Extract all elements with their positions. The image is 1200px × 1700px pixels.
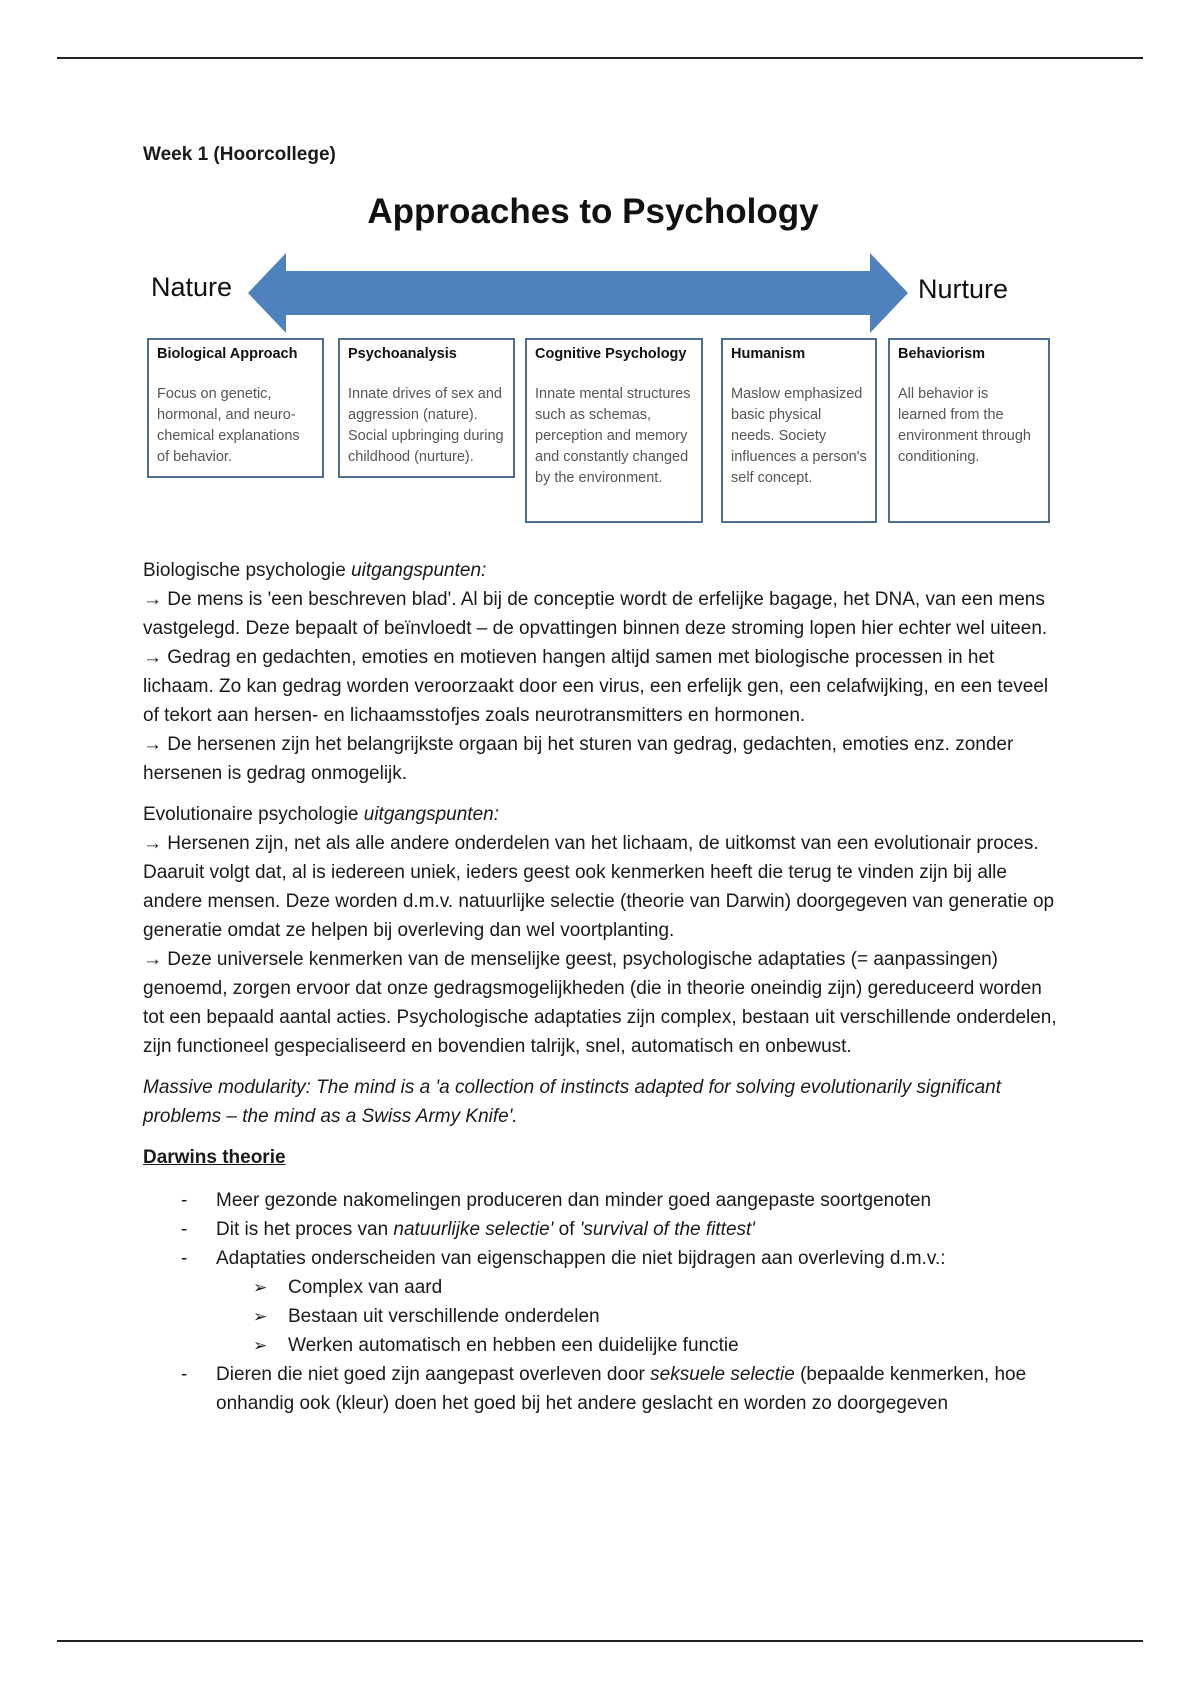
triangle-bullet-icon: ➢ [253,1336,268,1355]
darwin-heading: Darwins theorie [143,1147,286,1168]
bio-point-text: Gedrag en gedachten, emoties en motieven hangen altijd samen met biologische processen in het lichaam. Zo kan gedrag worden veroorzaakt door een virus, een erfelijk gen, een celafwijking, en een teveel of tekort aan hersen- en lichaamsstofjes zoals neurotransmitters en hormonen. [143,647,1049,726]
box-title: Psychoanalysis [348,346,457,362]
triangle-bullet-icon: ➢ [253,1307,268,1326]
list-item [143,1360,1063,1418]
approaches-figure [143,193,1063,538]
triangle-bullet-icon: ➢ [253,1278,268,1297]
arrow-right-icon: → [143,833,162,854]
list-item-italic: 'survival of the fittest' [579,1219,755,1240]
nature-label: Nature [151,272,233,302]
figure-title: Approaches to Psychology [367,192,819,231]
massive-modularity [143,1073,1063,1131]
list-item-text: (bepaalde kenmerken, hoe onhandig ook (kleur) doen het goed bij het andere geslacht en worden zo doorgegeven [216,1364,1027,1414]
bio-intro [143,556,1063,585]
nurture-label: Nurture [918,274,1009,304]
sub-list-item [143,1331,1063,1360]
sub-list-item [143,1302,1063,1331]
arrow-right-icon: → [143,589,162,610]
list-item-italic: natuurlijke selectie' [393,1219,554,1240]
page-content [143,140,1063,1418]
bio-intro-text: Biologische psychologie [143,560,352,581]
box-text: All behavior is learned from the environment through conditioning. [898,386,1031,465]
list-item [143,1244,1063,1360]
box-text: Innate drives of sex and aggression (nature). Social upbringing during childhood (nurture). [348,386,504,465]
evo-point-text: Hersenen zijn, net als alle andere onderdelen van het lichaam, de uitkomst van een evolutionair proces. Daaruit volgt dat, al is iedereen uniek, ieders geest ook kenmerken heeft die terug te vinden zijn bij alle andere mensen. Deze worden d.m.v. natuurlijke selectie (theorie van Darwin) doorgegeven van generatie op generatie omdat ze helpen bij overleving dan wel voortplanting. [143,833,1055,941]
box-cognitive-psychology [525,338,703,523]
arrow-right-icon: → [143,647,162,668]
sub-list-item-text: Bestaan uit verschillende onderdelen [288,1306,600,1327]
list-item-text: of [553,1219,580,1240]
bio-point-text: De hersenen zijn het belangrijkste orgaan bij het sturen van gedrag, gedachten, emoties enz. zonder hersenen is gedrag onmogelijk. [143,734,1014,784]
nature-nurture-arrow-icon [248,253,908,333]
box-text: Focus on genetic, hormonal, and neuro-chemical explanations of behavior. [157,386,300,465]
list-item-text: Meer gezonde nakomelingen produceren dan minder goed aangepaste soortgenoten [216,1190,932,1211]
header-rule [57,57,1143,59]
list-item [143,1215,1063,1244]
arrow-right-icon: → [143,734,162,755]
dash-bullet-icon: - [181,1190,188,1211]
bio-section [143,556,1063,788]
list-item-text: Dieren die niet goed zijn aangepast overleven door [216,1364,651,1385]
bio-point [143,585,1063,643]
darwin-sublist [216,1273,1063,1360]
footer-rule [57,1640,1143,1642]
bio-point-text: De mens is 'een beschreven blad'. Al bij de conceptie wordt de erfelijke bagage, het DNA, van een mens vastgelegd. Deze bepaalt of beïnvloedt – de opvattingen binnen deze stroming lopen hier echter wel uiteen. [143,589,1048,639]
dash-bullet-icon: - [181,1219,188,1240]
evo-section [143,800,1063,1061]
box-humanism [721,338,877,523]
dash-bullet-icon: - [181,1364,188,1385]
bio-point [143,730,1063,788]
darwin-list [143,1186,1063,1418]
box-title: Humanism [731,346,806,362]
box-text: Innate mental structures such as schemas, perception and memory and constantly changed by the environment. [535,386,691,486]
evo-point [143,829,1063,945]
sub-list-item [143,1273,1063,1302]
dash-bullet-icon: - [181,1248,188,1269]
evo-point [143,945,1063,1061]
evo-intro-italic: uitgangspunten: [363,804,499,825]
box-title: Cognitive Psychology [535,346,687,362]
bio-point [143,643,1063,730]
list-item [143,1186,1063,1215]
box-psychoanalysis [338,338,515,478]
week-title: Week 1 (Hoorcollege) [143,144,336,165]
box-title: Behaviorism [898,346,986,362]
box-title: Biological Approach [157,346,298,362]
sub-list-item-text: Werken automatisch en hebben een duidelijke functie [288,1335,739,1356]
box-biological-approach [147,338,324,478]
list-item-italic: seksuele selectie [650,1364,795,1385]
evo-point-text: Deze universele kenmerken van de menselijke geest, psychologische adaptaties (= aanpassingen) genoemd, zorgen ervoor dat onze gedragsmogelijkheden (die in theorie oneindig zijn) gereduceerd worden tot een bepaald aantal acties. Psychologische adaptaties zijn complex, bestaan uit verschillende onderdelen, zijn functioneel gespecialiseerd en bovendien talrijk, snel, automatisch en onbewust. [143,949,1057,1057]
list-item-text: Dit is het proces van [216,1219,394,1240]
bio-intro-italic: uitgangspunten: [351,560,487,581]
evo-intro-text: Evolutionaire psychologie [143,804,364,825]
massive-modularity-text: Massive modularity: The mind is a 'a collection of instincts adapted for solving evolutionarily significant problems – the mind as a Swiss Army Knife'. [143,1077,1001,1127]
box-text: Maslow emphasized basic physical needs. Society influences a person's self concept. [731,386,867,486]
box-behaviorism [888,338,1050,523]
list-item-text: Adaptaties onderscheiden van eigenschappen die niet bijdragen aan overleving d.m.v.: [216,1248,946,1269]
evo-intro [143,800,1063,829]
sub-list-item-text: Complex van aard [288,1277,443,1298]
arrow-right-icon: → [143,949,162,970]
